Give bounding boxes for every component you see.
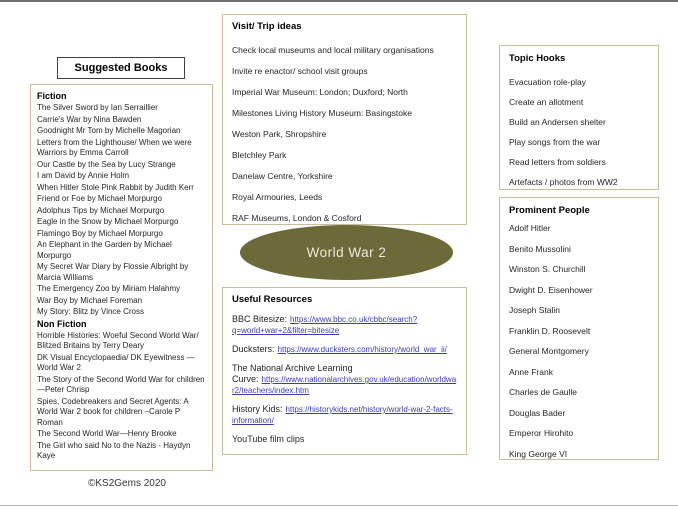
book-item: An Elephant in the Garden by Michael Morpurgo	[37, 240, 172, 260]
book-item: Horrible Histories: Woeful Second World War/ Blitzed Britains by Terry Deary	[37, 330, 199, 350]
page-bottom-border	[0, 505, 678, 506]
book-list	[37, 331, 206, 462]
visit-idea-item: Milestones Living History Museum: Basingstoke	[232, 108, 412, 118]
visit-idea-item: RAF Museums, London & Cosford	[232, 213, 362, 223]
visit-idea-item: Check local museums and local military organisations	[232, 45, 434, 55]
visit-idea-item: Bletchley Park	[232, 150, 287, 160]
resource-link[interactable]: https://www.bbc.co.uk/cbbc/search?q=world+war+2&filter=bitesize	[232, 315, 418, 335]
book-item: My Story: Blitz by Vince Cross	[37, 307, 144, 316]
person-item: Douglas Bader	[509, 407, 566, 418]
person-item: General Montgomery	[509, 346, 589, 356]
book-item: The Silver Sword by Ian Serraillier	[37, 103, 158, 112]
copyright-credit: ©KS2Gems 2020	[88, 478, 166, 489]
visit-idea-item: Imperial War Museum: London; Duxford; North	[232, 87, 408, 97]
person-item: Joseph Stalin	[509, 305, 561, 315]
suggested-books-title-box	[57, 57, 185, 79]
visit-idea-item: Weston Park, Shropshire	[232, 129, 327, 139]
person-item: Anne Frank	[509, 366, 553, 377]
topic-hooks-title: Topic Hooks	[509, 53, 566, 64]
topic-hooks-box	[499, 45, 659, 190]
topic-hook-item: Play songs from the war	[509, 137, 601, 147]
resource-item	[232, 404, 457, 426]
book-item: Adolphus Tips by Michael Morpurgo	[37, 205, 165, 215]
resource-label: History Kids:	[232, 404, 283, 414]
prominent-people-box	[499, 197, 659, 460]
person-item: King George VI	[509, 448, 568, 459]
book-section-heading: Fiction	[37, 91, 67, 101]
book-section	[37, 319, 206, 462]
book-item: When Hitler Stole Pink Rabbit by Judith Kerr	[37, 182, 194, 192]
book-item: The Girl who said No to the Nazis - Haydyn Kaye	[37, 440, 191, 460]
topic-hook-item: Read letters from soldiers	[509, 157, 606, 167]
visit-trip-ideas-box	[222, 14, 467, 225]
person-item: Adolf Hitler	[509, 223, 551, 233]
resource-label: YouTube film clips	[232, 434, 305, 444]
book-item: The Emergency Zoo by Miriam Halahmy	[37, 284, 181, 293]
person-item: Benito Mussolini	[509, 243, 571, 254]
book-sections	[37, 91, 206, 462]
visit-trip-ideas-title: Visit/ Trip ideas	[232, 21, 302, 32]
book-item: I am David by Annie Holm	[37, 171, 130, 180]
book-item: The Second World War—Henry Brooke	[37, 429, 177, 438]
resource-label: Ducksters:	[232, 344, 275, 354]
book-item: The Story of the Second World War for children—Peter Chrisp	[37, 374, 205, 394]
book-list	[37, 103, 206, 318]
book-item: DK Visual Encyclopaedia/ DK Eyewitness —World War 2	[37, 352, 195, 372]
book-item: Carrie's War by Nina Bawden	[37, 114, 142, 124]
person-item: Emperor Hirohito	[509, 428, 574, 438]
topic-hook-item: Create an allotment	[509, 97, 584, 107]
prominent-people-title: Prominent People	[509, 205, 590, 216]
resource-link[interactable]: https://www.nationalarchives.gov.uk/education/worldwar2/teachers/index.htm	[232, 375, 457, 395]
topic-hook-item: Artefacts / photos from WW2	[509, 177, 618, 187]
visit-idea-item: Royal Armouries, Leeds	[232, 192, 323, 202]
topic-hook-list	[509, 77, 649, 187]
person-item: Franklin D. Roosevelt	[509, 325, 591, 336]
suggested-books-title: Suggested Books	[74, 62, 168, 74]
book-section-heading: Non Fiction	[37, 318, 87, 329]
useful-resources-title: Useful Resources	[232, 294, 313, 305]
suggested-books-box	[30, 84, 213, 471]
book-item: Friend or Foe by Michael Morpurgo	[37, 194, 162, 203]
person-list	[509, 223, 649, 459]
central-topic-ellipse	[240, 225, 453, 280]
book-item: Letters from the Lighthouse/ When we were Warriors by Emma Carroll	[37, 137, 192, 157]
central-topic-label: World War 2	[306, 245, 387, 260]
book-item: Spies, Codebreakers and Secret Agents: A World War 2 book for children –Carole P Roman	[37, 396, 189, 427]
book-section	[37, 91, 206, 318]
book-item: Eagle in the Snow by Michael Morpurgo	[37, 217, 179, 226]
book-item: Goodnight Mr Tom by Michelle Magorian	[37, 126, 181, 135]
resource-item	[232, 314, 457, 336]
visit-idea-item: Invite re enactor/ school visit groups	[232, 66, 368, 76]
topic-hook-item: Build an Andersen shelter	[509, 117, 606, 127]
resource-link[interactable]: https://www.ducksters.com/history/world_war_ii/	[277, 345, 447, 354]
book-item: My Secret War Diary by Flossie Albright by Marcia Williams	[37, 262, 189, 282]
resource-label: The National Archive Learning Curve:	[232, 363, 353, 384]
book-item: War Boy by Michael Foreman	[37, 295, 143, 305]
person-item: Winston S. Churchill	[509, 264, 586, 274]
person-item: Dwight D. Eisenhower	[509, 284, 593, 295]
resource-item	[232, 344, 457, 355]
book-item: Flamingo Boy by Michael Morpurgo	[37, 228, 163, 238]
resource-link[interactable]: https://historykids.net/history/world-war-2-facts-information/	[232, 405, 453, 425]
resource-list	[232, 314, 457, 445]
book-item: Our Castle by the Sea by Lucy Strange	[37, 159, 176, 169]
visit-idea-item: Danelaw Centre, Yorkshire	[232, 171, 333, 181]
topic-hook-item: Evacuation role-play	[509, 77, 587, 87]
person-item: Charles de Gaulle	[509, 387, 578, 397]
page-top-border	[0, 0, 678, 2]
useful-resources-box	[222, 287, 467, 455]
visit-idea-list	[232, 45, 457, 223]
resource-label: BBC Bitesize:	[232, 314, 288, 324]
resource-item	[232, 363, 457, 396]
resource-item	[232, 434, 457, 445]
